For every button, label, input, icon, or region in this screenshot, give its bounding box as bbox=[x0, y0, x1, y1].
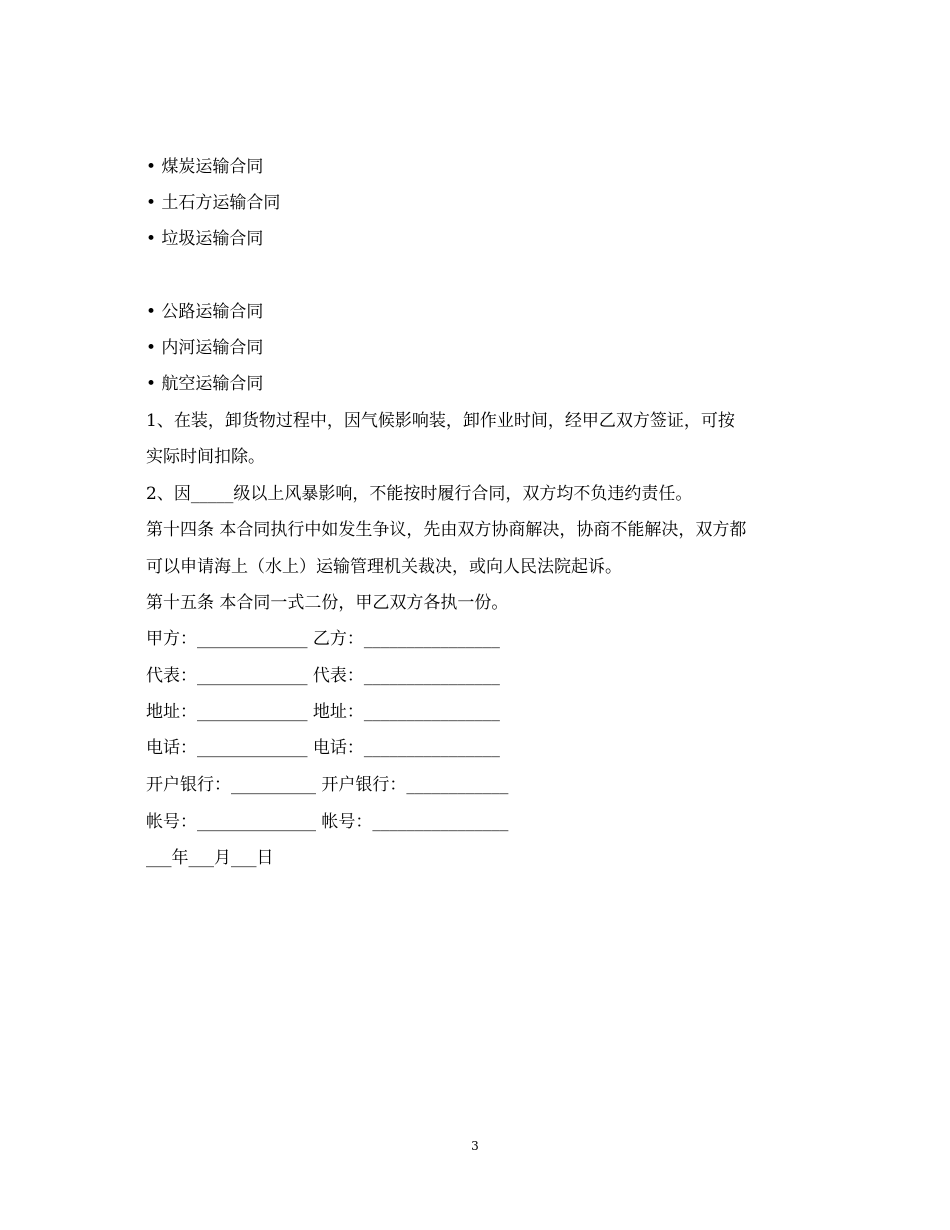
signature-representative-line: 代表：_____________ 代表：________________ bbox=[146, 666, 500, 686]
clause-1-line-1: 1、在装，卸货物过程中，因气候影响装，卸作业时间，经甲乙双方签证，可按 bbox=[146, 411, 735, 431]
signature-account-line: 帐号：______________ 帐号：________________ bbox=[146, 812, 509, 832]
list-item-inland-river-transport: • 内河运输合同 bbox=[146, 338, 264, 358]
signature-phone-line: 电话：_____________ 电话：________________ bbox=[146, 738, 500, 758]
clause-1-line-2: 实际时间扣除。 bbox=[146, 447, 265, 467]
list-item-road-transport: • 公路运输合同 bbox=[146, 302, 264, 322]
list-item-air-transport: • 航空运输合同 bbox=[146, 374, 264, 394]
clause-2: 2、因_____级以上风暴影响，不能按时履行合同，双方均不负违约责任。 bbox=[146, 484, 693, 504]
signature-bank-line: 开户银行：__________ 开户银行：____________ bbox=[146, 775, 509, 795]
list-item-earthwork-transport: • 土石方运输合同 bbox=[146, 193, 281, 213]
article-14-line-2: 可以申请海上（水上）运输管理机关裁决，或向人民法院起诉。 bbox=[146, 557, 622, 577]
signature-date-line: ___年___月___日 bbox=[146, 848, 274, 868]
list-item-garbage-transport: • 垃圾运输合同 bbox=[146, 229, 264, 249]
article-14-line-1: 第十四条 本合同执行中如发生争议，先由双方协商解决，协商不能解决，双方都 bbox=[146, 520, 747, 540]
list-item-coal-transport: • 煤炭运输合同 bbox=[146, 157, 264, 177]
signature-address-line: 地址：_____________ 地址：________________ bbox=[146, 702, 500, 722]
article-15: 第十五条 本合同一式二份，甲乙双方各执一份。 bbox=[146, 593, 509, 613]
page-number: 3 bbox=[471, 1139, 479, 1153]
signature-party-line: 甲方：_____________ 乙方：________________ bbox=[146, 629, 500, 649]
